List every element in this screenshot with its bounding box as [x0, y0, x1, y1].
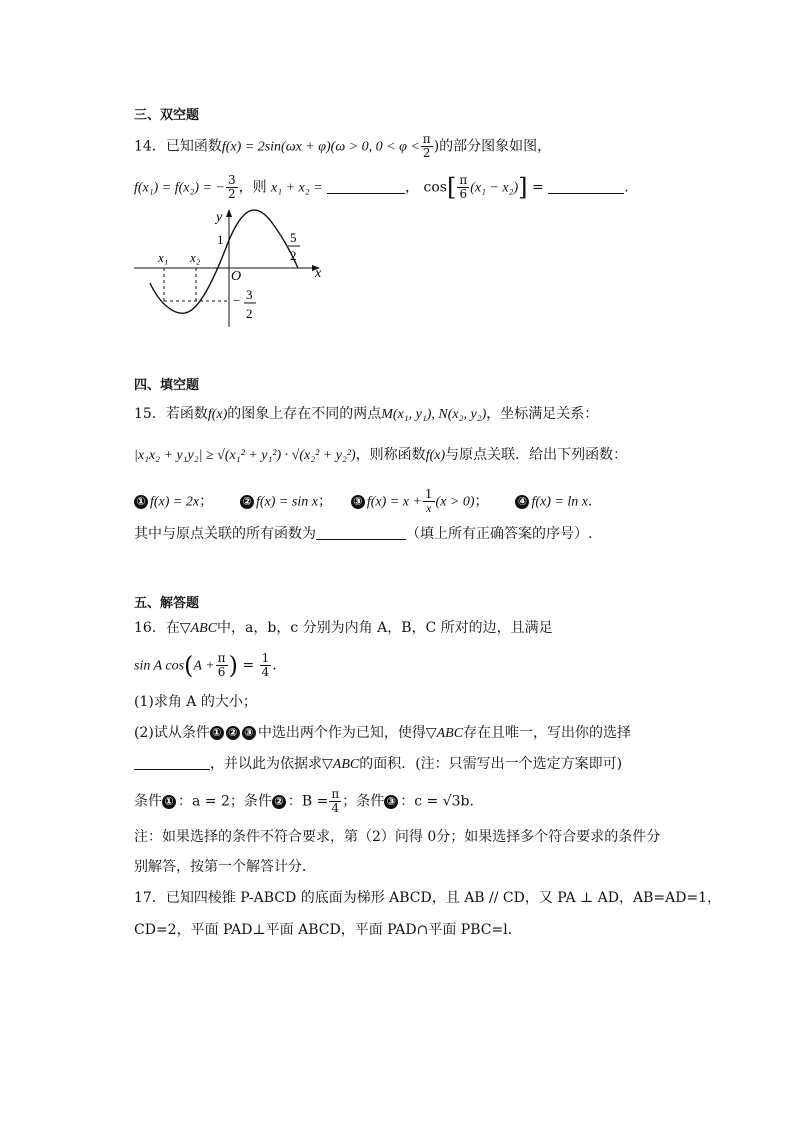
section-title-3: 三、双空题 [134, 108, 200, 123]
five-halves-num: 5 [290, 230, 297, 245]
q16-p2-a: (2)试从条件 [134, 725, 210, 741]
q14-intro-end: )的部分图象如图， [433, 138, 552, 155]
q14-line1 [134, 133, 551, 160]
q16-p2-e: 的面积．(注：只需写出一个选定方案即可) [359, 756, 623, 772]
q14-line2 [134, 174, 629, 201]
x1-label: x₁ [158, 250, 169, 265]
q14-pi-over-2: $\frac{\pi}{2}$ [422, 132, 431, 160]
x-label: x [315, 266, 322, 281]
q16-p2-b: 中选出两个作为已知，使得 [257, 725, 426, 741]
q15-hint: （填上所有正确答案的序号）. [406, 526, 593, 542]
tick-one: 1 [217, 232, 224, 247]
option-2: f(x) = sin x [256, 494, 318, 510]
section-title-4: 四、填空题 [134, 378, 200, 393]
three-halves-den: 2 [246, 306, 253, 321]
q14-then: ，则 [238, 179, 267, 196]
q16-text: 中，a，b，c 分别为内角 A，B，C 所对的边，且满足 [217, 620, 553, 636]
q14-cos: cos [423, 179, 447, 196]
option-3-domain: (x > 0) [435, 494, 475, 510]
y-axis-arrow [226, 209, 232, 217]
y-label: y [216, 210, 223, 225]
q16-part2-line1: (2)试从条件 ① ② ③ 中选出两个作为已知，使得▽ABC存在且唯一，写出你的选择 [134, 725, 632, 741]
q14-blank-1[interactable] [327, 179, 405, 194]
q14-period: . [624, 179, 629, 196]
q15-options: ① f(x) = 2x； ② f(x) = sin x； ③ f(x) = x + $\frac{1}{x}$ (x > 0)； ④ f(x) = ln x. [134, 488, 592, 515]
q15-line2 [134, 445, 627, 466]
option-1: f(x) = 2x [150, 494, 200, 510]
option-3: f(x) = x + [366, 494, 422, 510]
q14-cos-arg: (x₁ − x₂) [470, 180, 519, 196]
option-3-marker: ③ [351, 495, 365, 509]
q15-answer-line [134, 524, 592, 544]
q15-intro: 15．若函数 [134, 406, 208, 422]
q16-p2-c: 存在且唯一，写出你的选择 [463, 725, 632, 741]
q14-three-halves: $\frac{3}{2}$ [227, 173, 236, 201]
q16-quarter: $\frac{1}{4}$ [261, 651, 270, 679]
q16-triangle: ▽ABC [179, 621, 218, 636]
q15-text-e: 与原点关联．给出下列函数： [445, 447, 628, 463]
q16-p2-d: ，并以此为依据求 [210, 756, 322, 772]
q15-blank[interactable] [316, 525, 406, 540]
five-halves-den: 2 [290, 248, 297, 263]
q17-line1: 17．已知四棱锥 P-ABCD 的底面为梯形 ABCD，且 AB // CD，又 PA ⊥ AD，AB=AD=1， [134, 890, 722, 906]
q16-conditions: 条件 ① ：a = 2；条件 ② ：B = $\frac{\pi}{4}$ ；条件 ③ ：c = √3b． [134, 787, 484, 815]
q14-pi-over-6: $\frac{\pi}{6}$ [459, 173, 468, 201]
q17-line2: CD=2，平面 PAD⊥平面 ABCD，平面 PAD∩平面 PBC=l． [134, 922, 522, 938]
q14-blank-2[interactable] [548, 179, 624, 194]
option-2-marker: ② [240, 495, 254, 509]
q14-intro: 14．已知函数 [134, 138, 222, 155]
q15-points: M(x₁, y₁), N(x₂, y₂) [381, 407, 487, 422]
option-1-marker: ① [134, 495, 148, 509]
sine-curve [150, 210, 298, 313]
q16-sincos: sin A cos [134, 658, 185, 674]
origin-label: O [231, 269, 242, 284]
q15-text-d: ，则称函数 [355, 447, 426, 463]
q16-part2-line2: ，并以此为依据求▽ABC的面积．(注：只需写出一个选定方案即可) [134, 754, 622, 775]
q14-bracket-close: ] [518, 173, 528, 202]
q16-note-line1: 注：如果选择的条件不符合要求，第（2）问得 0分；如果选择多个符合要求的条件分 [134, 829, 661, 845]
q15-fx: f(x) [207, 407, 228, 422]
q16-part1: (1)求角 A 的大小； [134, 694, 257, 710]
minus-sign: − [233, 293, 241, 308]
option-4-marker: ④ [515, 495, 529, 509]
q15-relation: |x₁x₂ + y₁y₂| ≥ √(x₁² + y₁²) · √(x₂² + y₂²) [134, 448, 356, 463]
q15-ask: 其中与原点关联的所有函数为 [134, 526, 316, 542]
q16-blank[interactable] [134, 755, 210, 770]
q14-bracket-open: [ [446, 173, 457, 202]
q14-comma: ， [405, 179, 420, 196]
x2-label: x₂ [190, 250, 201, 265]
q14-sum: x₁ + x₂ = [271, 180, 323, 196]
option-4: f(x) = ln x [531, 494, 588, 510]
q14-eq: = [532, 179, 544, 196]
section-title-5: 五、解答题 [134, 596, 200, 611]
q14-condition: f(x₁) = f(x₂) = − [134, 180, 225, 196]
q16-equation: sin A cos(A + $\frac{\pi}{6}$ ) = $\frac{1}{4}$ . [134, 651, 277, 680]
option-3-frac: $\frac{1}{x}$ [424, 487, 433, 515]
q16-note-line2: 别解答，按第一个解答计分． [134, 859, 316, 875]
q15-text-c: ，坐标满足关系： [486, 406, 599, 422]
q14-sine-graph [130, 205, 330, 330]
q16-line1 [134, 618, 553, 639]
q15-fx-2: f(x) [425, 448, 446, 463]
three-halves-num: 3 [246, 287, 253, 302]
q15-text-b: 的图象上存在不同的两点 [227, 406, 382, 422]
q16-intro: 16．在 [134, 620, 180, 636]
q16-pi-over-6: $\frac{\pi}{6}$ [217, 651, 226, 679]
q15-line1 [134, 404, 598, 425]
q14-function: f(x) = 2sin(ωx + φ)(ω > 0, 0 < φ < [221, 139, 420, 155]
q16-A-plus: A + [193, 658, 215, 674]
